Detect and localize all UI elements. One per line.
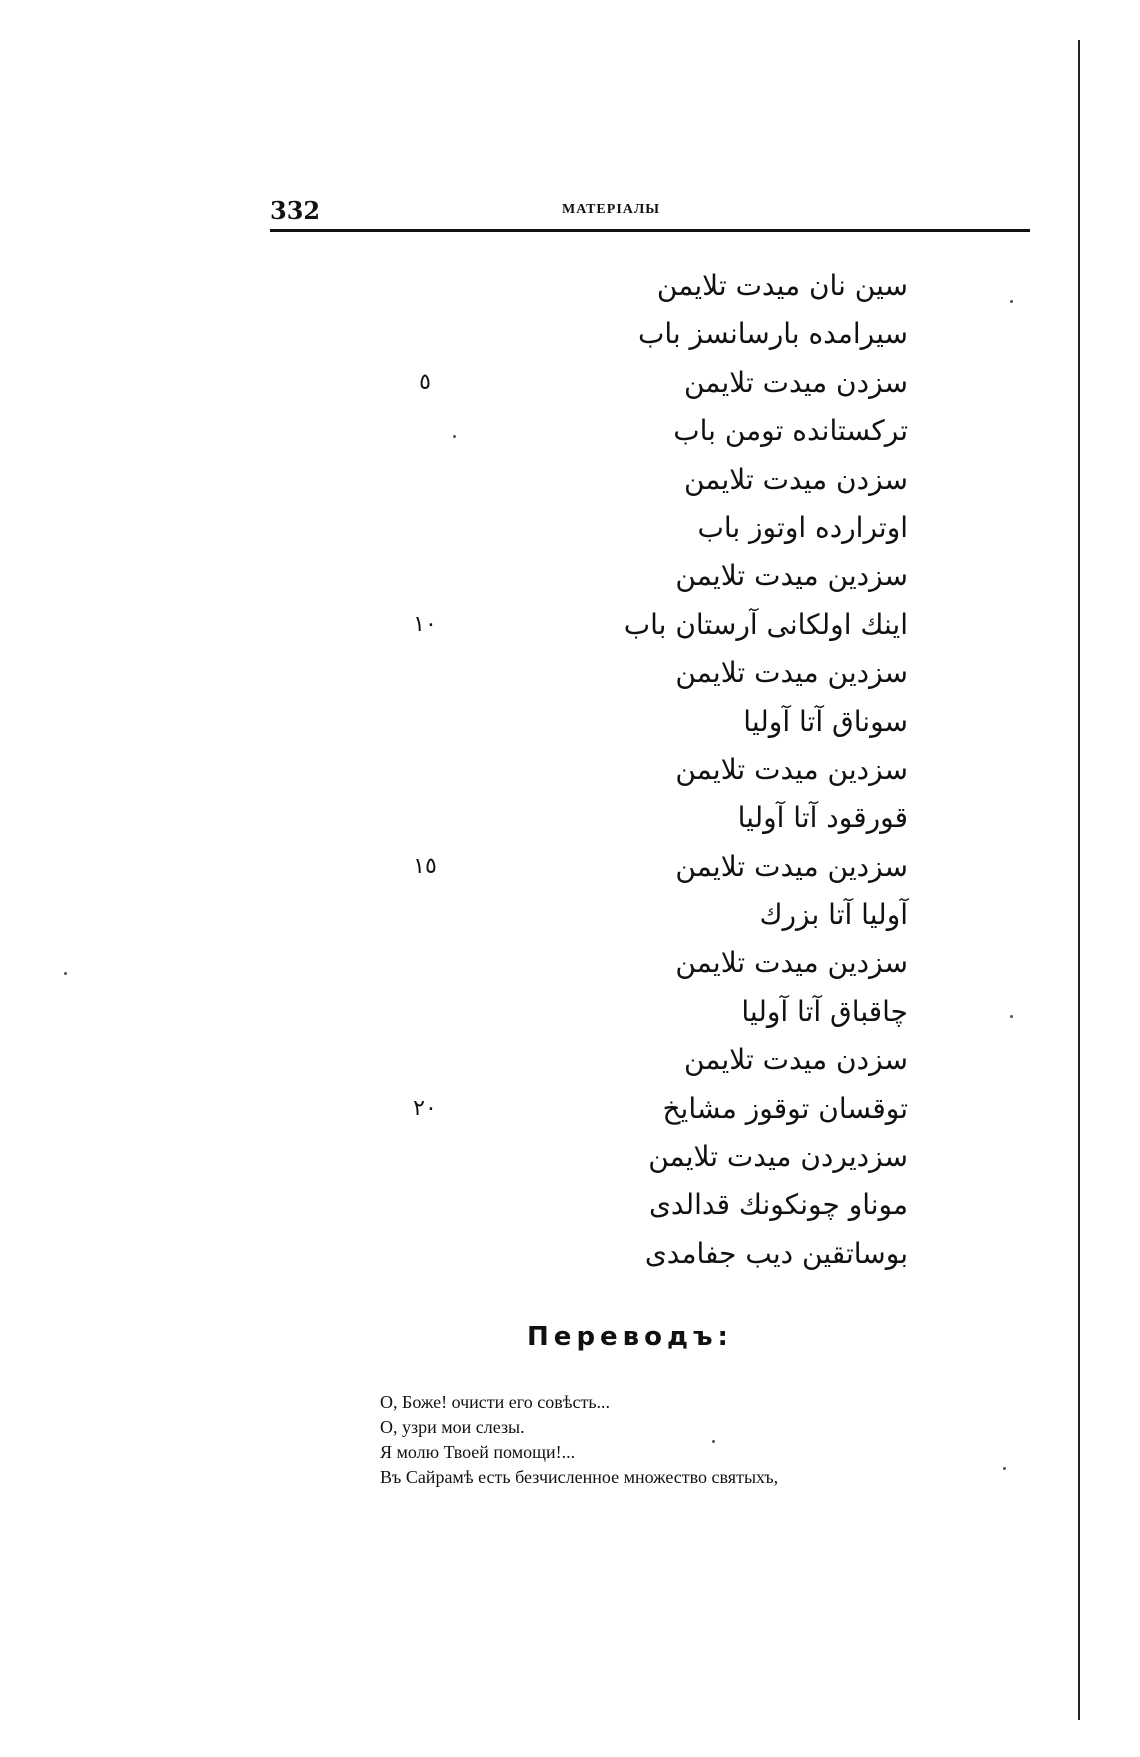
print-speck (1003, 1467, 1006, 1470)
verse-text: سزدیردن میدت تلایمن (648, 1140, 908, 1174)
running-head: МАТЕРІАЛЫ (562, 202, 661, 217)
verse-line (400, 698, 920, 746)
verse-line (400, 649, 920, 697)
verse-text: اوترارده اوتوز باب (697, 510, 908, 544)
verse-text: سزدین میدت تلایمن (675, 656, 908, 690)
verse-line (400, 601, 920, 649)
verse-text: چاقباق آتا آولیا (741, 994, 908, 1028)
verse-text: توقسان توقوز مشایخ (662, 1091, 908, 1125)
verse-text: سزدین میدت تلایمن (675, 946, 908, 980)
verse-line (400, 843, 920, 891)
verse-text: سزدین میدت تلایمن (675, 752, 908, 786)
verse-number: ١٥ (413, 853, 437, 879)
verse-number: ٥ (419, 369, 431, 395)
verse-text: سوناق آتا آولیا (743, 704, 908, 738)
verse-text: سزدن میدت تلایمن (683, 1043, 908, 1077)
print-speck (1010, 1015, 1013, 1018)
verse-line (400, 262, 920, 310)
verse-line (400, 1230, 920, 1278)
verse-text: قورقود آتا آولیا (737, 801, 908, 835)
verse-text: اینك اولكانی آرستان باب (623, 607, 908, 641)
translation-heading: Переводъ: (527, 1322, 733, 1352)
print-speck (712, 1440, 715, 1443)
verse-text: سزدن میدت تلایمن (683, 365, 908, 399)
header-rule (270, 229, 1030, 232)
verse-number: ٢٠ (413, 1095, 437, 1121)
print-speck (64, 972, 67, 975)
verse-line (400, 746, 920, 794)
translation-block (380, 1390, 980, 1490)
verse-text: آولیا آتا بزرك (759, 898, 908, 932)
verse-list (400, 262, 920, 1278)
verse-text: ترکستانده تومن باب (673, 414, 908, 448)
verse-line (400, 988, 920, 1036)
verse-line (400, 407, 920, 455)
verse-line (400, 1133, 920, 1181)
verse-line (400, 1085, 920, 1133)
translation-line: Въ Сайрамѣ есть безчисленное множество святыхъ, (380, 1467, 779, 1487)
verse-text: بوساتقین دیب جفامدی (644, 1236, 908, 1270)
print-speck (1010, 300, 1013, 303)
page-edge-line (1078, 40, 1080, 1720)
page-number: 332 (270, 196, 321, 225)
verse-line (400, 1181, 920, 1229)
verse-line (400, 310, 920, 358)
verse-line (400, 794, 920, 842)
verse-line (400, 1036, 920, 1084)
verse-line (400, 359, 920, 407)
verse-line (400, 456, 920, 504)
verse-number: ١٠ (413, 611, 437, 637)
verse-line (400, 504, 920, 552)
verse-text: سزدن میدت تلایمن (683, 462, 908, 496)
verse-line (400, 939, 920, 987)
verse-text: سزدین میدت تلایمن (675, 559, 908, 593)
verse-line (400, 552, 920, 600)
verse-text: موناو چونکونك قدالدی (649, 1188, 908, 1222)
translation-line: О, Боже! очисти его совѣсть... (380, 1392, 611, 1412)
print-speck (453, 435, 456, 438)
translation-line: Я молю Твоей помощи!... (380, 1442, 576, 1462)
verse-text: سزدین میدت تلایمن (675, 849, 908, 883)
verse-text: سین نان میدت تلایمن (656, 269, 908, 302)
translation-line: О, узри мои слезы. (380, 1417, 525, 1437)
verse-text: سیرامده بارسانسز باب (637, 317, 908, 351)
verse-line (400, 891, 920, 939)
